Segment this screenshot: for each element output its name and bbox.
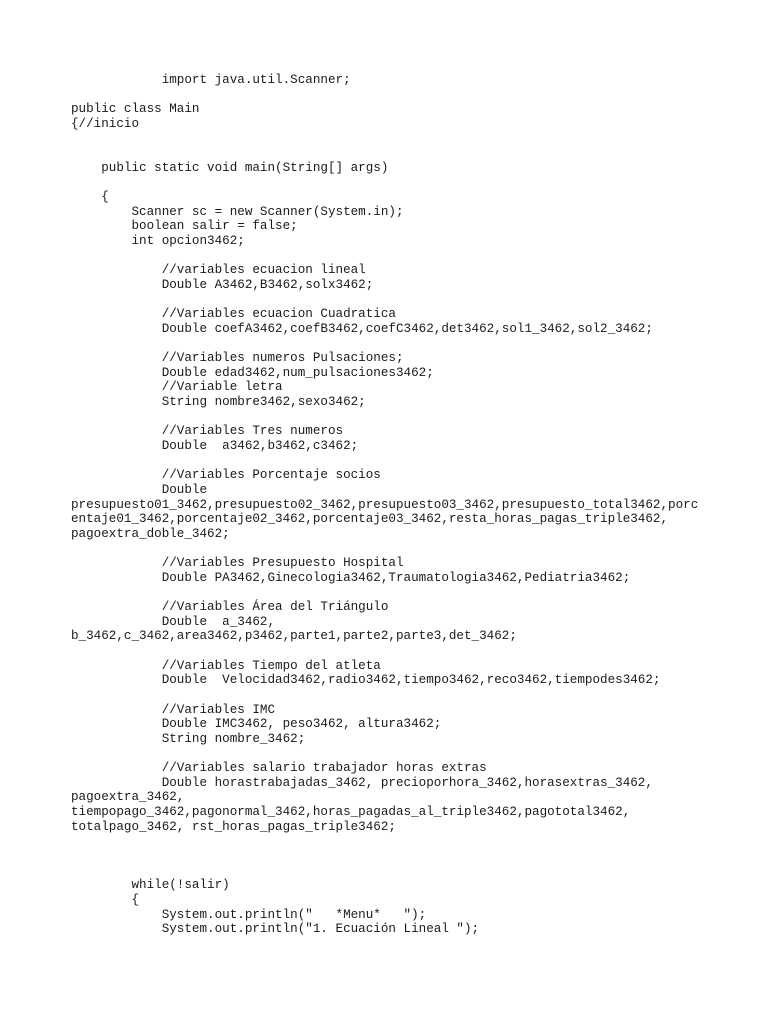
code-line: Double edad3462,num_pulsaciones3462; [71, 365, 434, 380]
code-line: while(!salir) [71, 878, 230, 893]
code-line: Double a_3462, [71, 614, 276, 629]
code-line: //Variables Presupuesto Hospital [71, 556, 404, 571]
code-line: public class Main [71, 102, 200, 117]
code-line: Double IMC3462, peso3462, altura3462; [71, 717, 442, 732]
code-line: //Variables numeros Pulsaciones; [71, 351, 404, 366]
code-line: entaje01_3462,porcentaje02_3462,porcentaje03_3462,resta_horas_pagas_triple3462, [71, 512, 669, 527]
code-line: System.out.println(" *Menu* "); [71, 907, 427, 922]
code-line: { [71, 190, 109, 205]
code-line: //Variable letra [71, 380, 283, 395]
code-line: totalpago_3462, rst_horas_pagas_triple3462; [71, 819, 396, 834]
code-line: String nombre_3462; [71, 731, 306, 746]
code-line: { [71, 892, 140, 907]
code-line: b_3462,c_3462,area3462,p3462,parte1,parte2,parte3,det_3462; [71, 629, 517, 644]
code-line [71, 175, 728, 190]
code-line [71, 454, 728, 469]
code-line: Double coefA3462,coefB3462,coefC3462,det3462,sol1_3462,sol2_3462; [71, 321, 653, 336]
code-line [71, 542, 728, 557]
code-line: //Variables ecuacion Cuadratica [71, 307, 396, 322]
code-line [71, 746, 728, 761]
code-line [71, 644, 728, 659]
code-line [71, 88, 728, 103]
code-line: presupuesto01_3462,presupuesto02_3462,presupuesto03_3462,presupuesto_total3462,porc [71, 497, 699, 512]
code-line: pagoextra_3462, [71, 790, 185, 805]
code-line: boolean salir = false; [71, 219, 298, 234]
code-line: String nombre3462,sexo3462; [71, 395, 366, 410]
code-line [71, 249, 728, 264]
code-line: //Variables Tiempo del atleta [71, 658, 381, 673]
code-line: Double a3462,b3462,c3462; [71, 439, 359, 454]
code-line [71, 688, 728, 703]
code-line: //variables ecuacion lineal [71, 263, 366, 278]
code-line: Double horastrabajadas_3462, precioporhora_3462,horasextras_3462, [71, 775, 653, 790]
code-line [71, 132, 728, 147]
code-line [71, 410, 728, 425]
code-line: //Variables IMC [71, 702, 276, 717]
code-line: {//inicio [71, 116, 140, 131]
code-line: Double PA3462,Ginecologia3462,Traumatologia3462,Pediatria3462; [71, 570, 631, 585]
code-line: Double A3462,B3462,solx3462; [71, 277, 374, 292]
code-line [71, 585, 728, 600]
code-line: System.out.println("1. Ecuación Lineal "); [71, 922, 480, 937]
code-line: Double [71, 482, 208, 497]
code-line [71, 146, 728, 161]
code-line [71, 293, 728, 308]
code-line: public static void main(String[] args) [71, 160, 389, 175]
code-line: //Variables Porcentaje socios [71, 468, 381, 483]
code-line [71, 864, 728, 879]
code-line [71, 834, 728, 849]
code-line: //Variables Área del Triángulo [71, 600, 389, 615]
code-line: Scanner sc = new Scanner(System.in); [71, 204, 404, 219]
code-listing [71, 73, 728, 937]
code-line: //Variables salario trabajador horas extras [71, 761, 487, 776]
code-line: Double Velocidad3462,radio3462,tiempo3462,reco3462,tiempodes3462; [71, 673, 661, 688]
code-line: int opcion3462; [71, 234, 245, 249]
code-line [71, 849, 728, 864]
code-line: tiempopago_3462,pagonormal_3462,horas_pagadas_al_triple3462,pagototal3462, [71, 805, 631, 820]
code-line [71, 337, 728, 352]
code-line: import java.util.Scanner; [71, 73, 351, 87]
code-line: pagoextra_doble_3462; [71, 526, 230, 541]
code-line: //Variables Tres numeros [71, 424, 344, 439]
